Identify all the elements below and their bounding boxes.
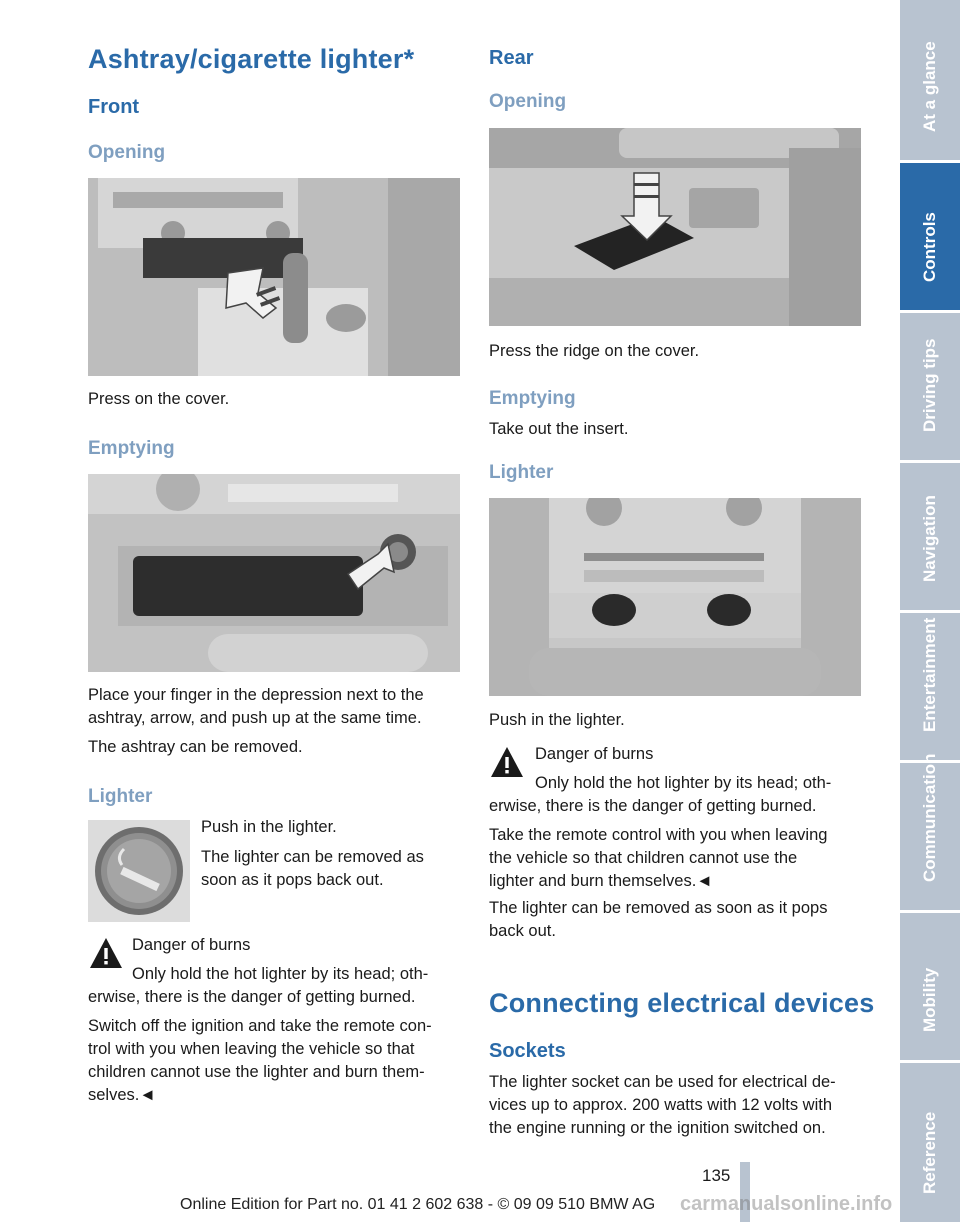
subheading-emptying-rear: Emptying — [489, 388, 576, 409]
press-cover-text: Press on the cover. — [88, 390, 230, 408]
subheading-lighter-front: Lighter — [88, 786, 153, 807]
warning-line1-left: Only hold the hot lighter by its head; oth- — [132, 965, 429, 983]
warning-line1-right: Only hold the hot lighter by its head; oth- — [535, 774, 832, 792]
lighter-button-photo — [88, 820, 190, 922]
page-number: 135 — [702, 1166, 731, 1185]
press-ridge-text: Press the ridge on the cover. — [489, 342, 700, 360]
sockets-heading: Sockets — [489, 1040, 566, 1062]
page-title: Ashtray/cigarette lighter* — [88, 44, 415, 74]
emptying-text-line2: ashtray, arrow, and push up at the same time. — [88, 709, 422, 727]
warning-title-right: Danger of burns — [535, 745, 654, 763]
tab-communication[interactable]: Communication — [900, 763, 960, 913]
subheading-lighter-rear: Lighter — [489, 462, 554, 483]
tab-controls[interactable]: Controls — [900, 163, 960, 313]
rear-lighter-photo — [489, 498, 861, 696]
warning-line2-right: erwise, there is the danger of getting burned. — [489, 797, 817, 815]
emptying-text-line1: Place your finger in the depression next to the — [88, 686, 424, 704]
tab-mobility[interactable]: Mobility — [900, 913, 960, 1063]
warning-more-line1-left: Switch off the ignition and take the remote con- — [88, 1017, 432, 1035]
sockets-line1: The lighter socket can be used for electrical de- — [489, 1073, 836, 1091]
tab-driving-tips[interactable]: Driving tips — [900, 313, 960, 463]
section-heading-front: Front — [88, 96, 140, 118]
sockets-line3: the engine running or the ignition switched on. — [489, 1119, 826, 1137]
tab-reference[interactable]: Reference — [900, 1063, 960, 1222]
rear-ashtray-opening-photo — [489, 128, 861, 326]
lighter-removed-right-line2: back out. — [489, 922, 556, 940]
front-ashtray-emptying-photo — [88, 474, 460, 672]
chapter-tabs — [900, 0, 960, 1222]
push-in-lighter-text: Push in the lighter. — [489, 711, 625, 729]
tab-at-a-glance[interactable]: At a glance — [900, 0, 960, 163]
take-out-insert-text: Take out the insert. — [489, 420, 629, 438]
subheading-opening-front: Opening — [88, 142, 166, 163]
warning-icon — [88, 936, 124, 972]
sockets-line2: vices up to approx. 200 watts with 12 volts with — [489, 1096, 833, 1114]
tab-navigation[interactable]: Navigation — [900, 463, 960, 613]
warning-more-line3-right: lighter and burn themselves.◄ — [489, 872, 713, 890]
lighter-removed-right-line1: The lighter can be removed as soon as it pops — [489, 899, 828, 917]
section-heading-rear: Rear — [489, 47, 534, 69]
warning-more-line4-left: selves.◄ — [88, 1086, 156, 1104]
warning-line2-left: erwise, there is the danger of getting burned. — [88, 988, 416, 1006]
warning-title-left: Danger of burns — [132, 936, 251, 954]
warning-more-line2-right: the vehicle so that children cannot use the — [489, 849, 798, 867]
front-ashtray-opening-photo — [88, 178, 460, 376]
warning-more-line1-right: Take the remote control with you when leaving — [489, 826, 828, 844]
connecting-devices-title: Connecting electrical devices — [489, 988, 875, 1018]
subheading-emptying-front: Emptying — [88, 438, 175, 459]
warning-more-line2-left: trol with you when leaving the vehicle so that — [88, 1040, 415, 1058]
warning-icon — [489, 745, 525, 781]
warning-more-line3-left: children cannot use the lighter and burn them- — [88, 1063, 425, 1081]
lighter-removed-line1: The lighter can be removed as — [201, 848, 424, 866]
ashtray-removed-text: The ashtray can be removed. — [88, 738, 303, 756]
subheading-opening-rear: Opening — [489, 91, 567, 112]
tab-entertainment[interactable]: Entertainment — [900, 613, 960, 763]
lighter-removed-line2: soon as it pops back out. — [201, 871, 384, 889]
footer-edition: Online Edition for Part no. 01 41 2 602 638 - © 09 09 510 BMW AG — [180, 1196, 656, 1213]
watermark: carmanualsonline.info — [680, 1193, 893, 1215]
lighter-push-text: Push in the lighter. — [201, 818, 337, 836]
